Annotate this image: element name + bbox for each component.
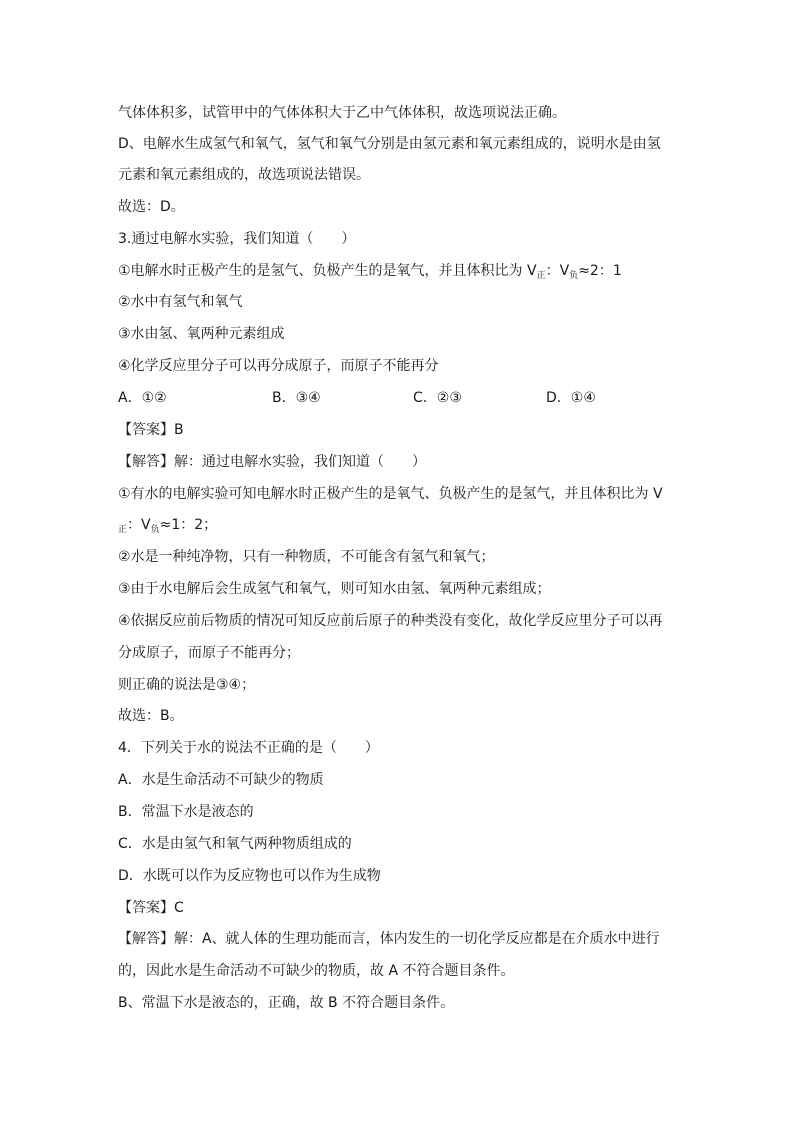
subscript-inline: 正 [118, 525, 128, 535]
question-3-statement-1 [118, 261, 678, 281]
explanation-conclusion: 则正确的说法是③④； [118, 677, 256, 693]
explanation-line: ④依据反应前后物质的情况可知反应前后原子的种类没有变化，故化学反应里分子可以再 [118, 613, 663, 629]
question-4-option-d: D．水既可以作为反应物也可以作为生成物 [118, 868, 381, 884]
option-d: D．①④ [546, 390, 596, 406]
question-4-option-a: A．水是生命活动不可缺少的物质 [118, 772, 324, 788]
subscript: 负 [569, 271, 579, 281]
question-4-explanation: 的，因此水是生命活动不可缺少的物质，故 A 不符合题目条件。 [118, 963, 515, 979]
question-4-stem: 4．下列关于水的说法不正确的是（ ） [118, 740, 379, 756]
text-line: 元素和氧元素组成的，故选项说法错误。 [118, 167, 370, 183]
question-4-answer: 【答案】C [118, 900, 184, 916]
option-a: A．①② [118, 390, 167, 406]
subscript: 正 [536, 271, 546, 281]
question-3-statement-4: ④化学反应里分子可以再分成原子，而原子不能再分 [118, 358, 439, 374]
question-3-stem: 3.通过电解水实验，我们知道（ ） [118, 231, 356, 247]
statement-text: ：V [545, 263, 570, 279]
question-3-explanation-head: 【解答】解：通过电解水实验，我们知道（ ） [118, 454, 426, 470]
question-4-option-b: B．常温下水是液态的 [118, 804, 254, 820]
explanation-line: ③由于水电解后会生成氢气和氧气，则可知水由氢、氧两种元素组成； [118, 581, 551, 597]
explanation-choice: 故选：B。 [118, 708, 184, 724]
explanation-text: ①有水的电解实验可知电解水时正极产生的是氧气、负极产生的是氢气，并且体积比为 V [118, 486, 663, 502]
subscript: 负 [150, 525, 160, 535]
statement-text: ≈2：1 [578, 263, 622, 279]
explanation-text: ≈1：2； [159, 517, 218, 533]
question-4-explanation: 【解答】解：A、就人体的生理功能而言，体内发生的一切化学反应都是在介质水中进行 [118, 931, 660, 947]
question-4-option-c: C．水是由氢气和氧气两种物质组成的 [118, 836, 352, 852]
explanation-text: ：V [127, 517, 151, 533]
text-line: 气体体积多，试管甲中的气体体积大于乙中气体体积，故选项说法正确。 [118, 105, 566, 121]
statement-text: ①电解水时正极产生的是氢气、负极产生的是氧气，并且体积比为 V [118, 263, 537, 279]
option-c: C．②③ [413, 390, 462, 406]
explanation-line: ②水是一种纯净物，只有一种物质，不可能含有氢气和氧气； [118, 549, 495, 565]
explanation-line [118, 484, 678, 504]
explanation-line: 分成原子，而原子不能再分； [118, 645, 300, 661]
text-line: D、电解水生成氢气和氧气，氢气和氧气分别是由氢元素和氧元素组成的，说明水是由氢 [118, 136, 661, 152]
option-b: B．③④ [272, 390, 321, 406]
question-3-statement-2: ②水中有氢气和氧气 [118, 294, 243, 310]
explanation-line [118, 515, 678, 537]
question-4-explanation: B、常温下水是液态的，正确，故 B 不符合题目条件。 [118, 995, 455, 1011]
question-3-statement-3: ③水由氢、氧两种元素组成 [118, 326, 285, 342]
question-3-answer: 【答案】B [118, 422, 184, 438]
text-line: 故选：D。 [118, 199, 185, 215]
